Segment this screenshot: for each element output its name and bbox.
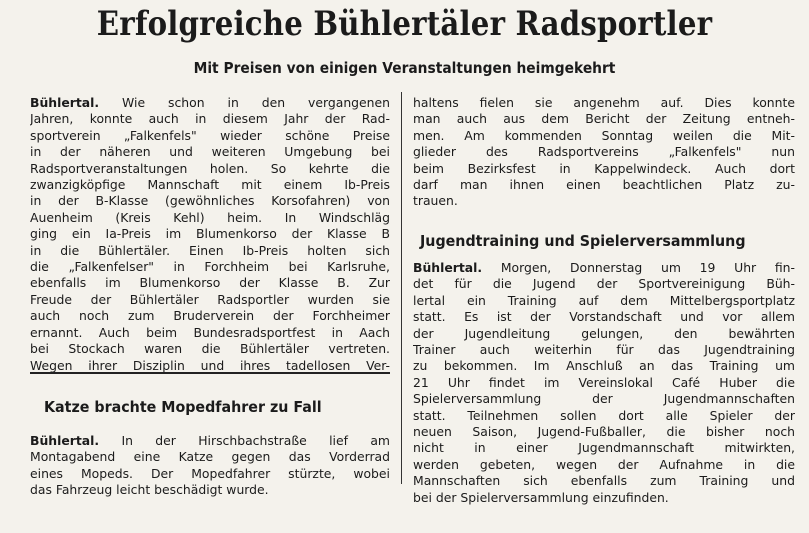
text-line: auch noch zum Bruderverein der Forchheimer [30,308,390,324]
text-line: lertal ein Training auf dem Mittelbergsportplatz [413,292,795,308]
text-line: Radsportveranstaltungen holen. So kehrte die [30,160,390,176]
main-article-left-column [30,95,390,374]
jugend-article-body [413,260,795,506]
text-line: trauen. [413,193,458,209]
text-line: bei Stockach waren die Bühlertäler vertreten. [30,341,390,357]
text-line: statt. Teilnehmen sollen dort alle Spieler der [413,407,795,423]
text-line: die „Falkenfelser" in Forchheim bei Karlsruhe, [30,259,390,275]
text-line: eines Mopeds. Der Mopedfahrer stürzte, wobei [30,465,390,481]
text-line: men. Am kommenden Sonntag weilen die Mit- [413,127,795,143]
text-line: zwanzigköpfige Mannschaft mit einem Ib-Preis [30,177,390,193]
text-line: Auenheim (Kreis Kehl) heim. In Windschläg [30,209,390,225]
text-line: nicht in einer Jugendmannschaft mitwirkten, [413,440,795,456]
text-line: ernannt. Auch beim Bundesradsportfest in Aach [30,324,390,340]
text-line: in der näheren und weiteren Umgebung bei [30,144,390,160]
text-line: der Jugendleitung gelungen, den bewährten [413,325,795,341]
text-line: ging ein Ia-Preis im Blumenkorso der Klasse B [30,226,390,242]
text-line: beim Bezirksfest in Kappelwindeck. Auch dort [413,160,795,176]
text-line: haltens fielen sie angenehm auf. Dies konnte [413,95,795,110]
text-line: det für die Jugend der Sportvereinigung Büh- [413,276,795,292]
text-line: werden gebeten, wegen der Aufnahme in die [413,456,795,472]
text-line: 21 Uhr findet im Vereinslokal Café Huber die [413,374,795,390]
dateline: Bühlertal. [30,433,100,448]
jugend-article-title: Jugendtraining und Spielerversammlung [420,232,746,250]
headline: Erfolgreiche Bühlertäler Radsportler [96,4,713,44]
text-line: Spielerversammlung der Jugendmannschaften [413,391,795,407]
text-line: darf man ihnen einen beachtlichen Platz zu- [413,177,795,193]
dateline: Bühlertal. [413,260,483,275]
text-line: man auch aus dem Bericht der Zeitung entneh- [413,111,795,127]
dateline: Bühlertal. [30,95,100,110]
text-line: glieder des Radsportvereins „Falkenfels" nun [413,144,795,160]
text-line: das Fahrzeug leicht beschädigt wurde. [30,482,269,498]
subheadline: Mit Preisen von einigen Veranstaltungen heimgekehrt [193,59,616,77]
text-line: zu bekommen. Im Anschluß an das Training um [413,358,795,374]
text-line: Bühlertal. Wie schon in den vergangenen [30,95,390,110]
text-line: Mannschaften sich ebenfalls zum Training und [413,473,795,489]
text-line: Freude der Bühlertäler Radsportler wurden sie [30,291,390,307]
text-line: neuen Saison, Jugend-Fußballer, die bisher noch [413,424,795,440]
text-line: statt. Es ist der Vorstandschaft und vor allem [413,309,795,325]
katze-article-title: Katze brachte Mopedfahrer zu Fall [44,398,322,416]
text-line: ebenfalls im Blumenkorso der Klasse B. Zur [30,275,390,291]
text-line: Montagabend eine Katze gegen das Vorderrad [30,449,390,465]
text-line: Bühlertal. Morgen, Donnerstag um 19 Uhr fin- [413,260,795,275]
text-line: Bühlertal. In der Hirschbachstraße lief am [30,433,390,448]
text-line: in die Bühlertäler. Einen Ib-Preis holten sich [30,242,390,258]
section-divider [30,372,390,374]
text-line: Jahren, konnte auch in diesem Jahr der Rad- [30,111,390,127]
text-line: in der B-Klasse (gewöhnliches Korsofahren) von [30,193,390,209]
text-line: sportverein „Falkenfels" wieder schöne Preise [30,127,390,143]
column-divider [401,92,402,484]
main-article-right-column [413,95,795,210]
text-line: Trainer auch weiterhin für das Jugendtraining [413,342,795,358]
katze-article-body [30,433,390,499]
text-line: Wegen ihrer Disziplin und ihres tadellosen Ver- [30,357,390,373]
text-line: bei der Spielerversammlung einzufinden. [413,489,669,505]
